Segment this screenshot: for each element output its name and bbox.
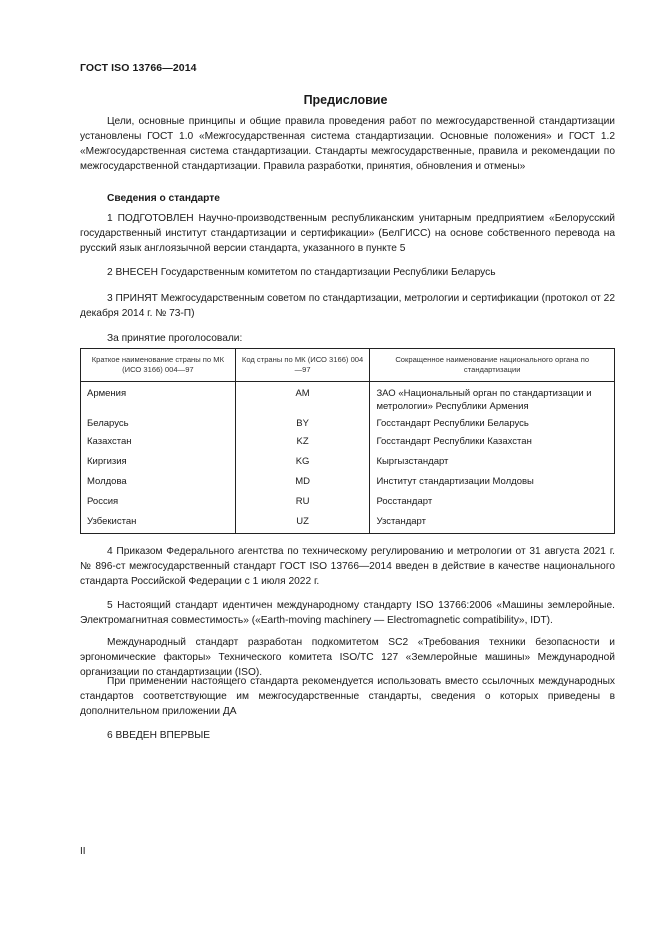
item-1-paragraph: 1 ПОДГОТОВЛЕН Научно-производственным республиканским унитарным предприятием «Белорусский государственный институт стандартизации и сертификации» (БелГИСС) на основе собственного перевода на русский язык англоязычной версии стандарта, указанного в пункте 5 xyxy=(80,213,615,254)
column-header: Код страны по МК (ИСО 3166) 004—97 xyxy=(235,349,370,382)
table-row xyxy=(81,413,615,433)
item-6-paragraph: 6 ВВЕДЕН ВПЕРВЫЕ xyxy=(107,730,211,741)
intro-paragraph: Цели, основные принципы и общие правила проведения работ по межгосударственной стандартизации установлены ГОСТ 1.0 «Межгосударственная система стандартизации. Основные положения» и ГОСТ 1.2 «Межгосударственная система стандартизации. Стандарты межгосударственные, правила и рекомендации по межгосударственной стандартизации. Правила разработки, принятия, обновления и отмены» xyxy=(80,116,615,172)
page-number: II xyxy=(80,846,86,857)
document-header: ГОСТ ISO 13766—2014 xyxy=(80,62,197,74)
country-code-cell: MD xyxy=(235,473,370,493)
country-code-cell: AM xyxy=(235,382,370,414)
national-body-cell: Госстандарт Республики Беларусь xyxy=(370,413,615,433)
country-name-cell: Беларусь xyxy=(81,413,236,433)
country-code-cell: BY xyxy=(235,413,370,433)
table-header-row xyxy=(81,349,615,382)
table-row xyxy=(81,473,615,493)
country-name-cell: Узбекистан xyxy=(81,513,236,533)
item-5-usage-paragraph: При применении настоящего стандарта рекомендуется использовать вместо ссылочных международных стандартов соответствующие им межгосударственные стандарты, сведения о которых приведены в дополнительном приложении ДА xyxy=(80,676,615,717)
national-body-cell: Институт стандартизации Молдовы xyxy=(370,473,615,493)
country-name-cell: Россия xyxy=(81,493,236,513)
country-code-cell: KG xyxy=(235,453,370,473)
table-row xyxy=(81,433,615,453)
item-5-paragraph: 5 Настоящий стандарт идентичен международному стандарту ISO 13766:2006 «Машины землеройные. Электромагнитная совместимость» («Earth-moving machinery — Electromagnetic compatibility», IDT). xyxy=(80,600,615,626)
country-code-cell: KZ xyxy=(235,433,370,453)
item-2-paragraph: 2 ВНЕСЕН Государственным комитетом по стандартизации Республики Беларусь xyxy=(107,267,496,278)
country-name-cell: Киргизия xyxy=(81,453,236,473)
vote-label: За принятие проголосовали: xyxy=(107,333,243,344)
column-header: Краткое наименование страны по МК (ИСО 3166) 004—97 xyxy=(81,349,236,382)
page-title xyxy=(0,93,661,107)
item-3-paragraph: 3 ПРИНЯТ Межгосударственным советом по стандартизации, метрологии и сертификации (протокол от 22 декабря 2014 г. № 73-П) xyxy=(80,293,615,319)
item-5-note-paragraph: Международный стандарт разработан подкомитетом SC2 «Требования техники безопасности и эргономические факторы» Технического комитета ISO/TC 127 «Землеройные машины» Международной организации по стандартизации (ISO). xyxy=(80,637,615,678)
national-body-cell: ЗАО «Национальный орган по стандартизации и метрологии» Республики Армения xyxy=(370,382,615,414)
title-text: Предисловие xyxy=(303,93,388,107)
national-body-cell: Госстандарт Республики Казахстан xyxy=(370,433,615,453)
national-body-cell: Узстандарт xyxy=(370,513,615,533)
country-name-cell: Молдова xyxy=(81,473,236,493)
section-subheading: Сведения о стандарте xyxy=(107,193,220,204)
table-row xyxy=(81,513,615,533)
country-name-cell: Армения xyxy=(81,382,236,414)
table-row xyxy=(81,493,615,513)
country-code-cell: UZ xyxy=(235,513,370,533)
country-name-cell: Казахстан xyxy=(81,433,236,453)
countries-table xyxy=(80,348,615,534)
national-body-cell: Кыргызстандарт xyxy=(370,453,615,473)
national-body-cell: Росстандарт xyxy=(370,493,615,513)
item-4-paragraph: 4 Приказом Федерального агентства по техническому регулированию и метрологии от 31 августа 2021 г. № 896-ст межгосударственный стандарт ГОСТ ISO 13766—2014 введен в действие в качестве национального стандарта Российской Федерации с 1 июля 2022 г. xyxy=(80,546,615,587)
country-code-cell: RU xyxy=(235,493,370,513)
table-row xyxy=(81,453,615,473)
column-header: Сокращенное наименование национального органа по стандартизации xyxy=(370,349,615,382)
table-row xyxy=(81,382,615,414)
